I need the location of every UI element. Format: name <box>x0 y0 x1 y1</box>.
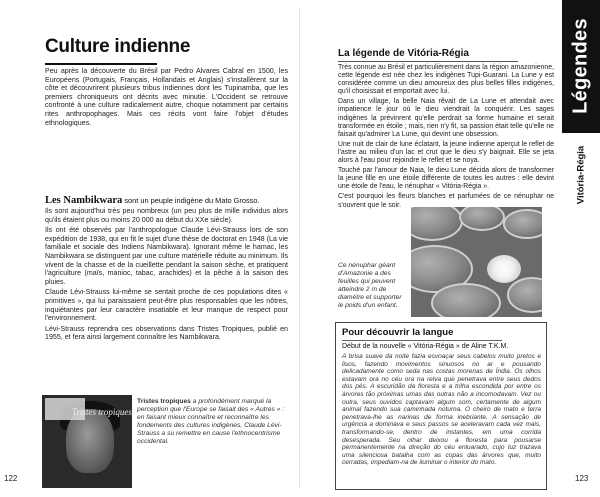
intro-text: Peu après la découverte du Brésil par Pedro Alvares Cabral en 1500, les Européens (Portugais, Français, Hollandais et Anglais) s'installèrent sur la côte et découvrirent plusieurs tribus indiennes dont les Tupinamba, que les premiers chroniqueurs ont décrits avec minutie. L'Occident se retrouve confronté à une culture radicalement autre, choque notamment par certains rites anthropophages. Mais ces récits vont faire l'objet d'études ethnologiques. <box>45 67 288 127</box>
chapter-sidebar <box>562 0 600 497</box>
language-box-title: Pour découvrir la langue <box>342 327 454 338</box>
language-box-text: A brisa suave da noite fazia esvoaçar seus cabelos muito pretos e lisos, fazendo movimentos sinuosos no ar e pousando delicadamente como seda nas costas morenas de Índia. Os olhos estavam ora no céu ora na relva que penetrava entre seus dedos dos pés. A escuridão da floresta e a trilha escondida por entre os árvores tão próximas umas das outras não a incomodavam. Vez ou outra, seus ouvidos captavam algum som, certamente de algum animal fazendo sua caminhada noturna. O cheiro de mato e terra penetrava-lhe as narinas de forma inebriante. A sensação de urgência a dominava e seus passos se aceleravam cada vez mais, transformando-se, dentro de instantes, em uma corrida desesperada. Seu olhar deixou a floresta para pousarse permanentemente na direção do céu enluarado, cujo luz trazava uma silenciosa batalha com as copas das árvores que, muito cerradas, impediam-na de iluminar o interior do mato. <box>342 353 541 467</box>
language-box-rule <box>342 340 502 341</box>
caption-lead: Tristes tropiques <box>137 398 191 405</box>
chapter-subtitle: Vitória-Régia <box>575 145 587 205</box>
nambikwara-p1: Ils sont aujourd'hui très peu nombreux (un peu plus de mille individus alors qu'ils étaient plus ou moins 20 000 au début du XXe siècle). <box>45 207 288 224</box>
legend-p3: Une nuit de clair de lune éclatant, la jeune indienne aperçut le reflet de l'astre au milieu d'un lac et crut que le dieu s'y baignait. Elle se jeta alors à l'eau pour rejoindre le reflet et se noya. <box>338 140 554 165</box>
nambikwara-p2: Ils ont été observés par l'anthropologue Claude Lévi-Strauss lors de son expédition de 1938, qui en fit le sujet d'une thèse de doctorat en 1948 (La vie familiale et sociale des Indiens Nambikwara). Ignorant même le hamac, les Nambikwara se distinguent par une culture matérielle réduite au minimum. Ils vivent de la chasse et de la cueillette pendant la saison sèche, et pratiquent l'agriculture (maïs, manioc, tabac, arachides) et la pêche à la saison des pluies. <box>45 226 288 286</box>
left-page-title: Culture indienne <box>45 36 191 57</box>
nambikwara-p3: Claude Lévi-Strauss lui-même se sentait proche de ces populations dites « primitives », qui lui paraissaient peut-être plus responsables que les nôtres, inquiétantes par leur caractère insatiable et leur manque de respect pour l'environnement. <box>45 288 288 323</box>
lily-pad <box>507 277 542 313</box>
page-number-left: 122 <box>4 474 18 483</box>
lily-pad <box>459 207 505 231</box>
language-box-subtitle: Début de la nouvelle « Vitória-Régia » de Aline T.K.M. <box>342 343 509 350</box>
lily-pad <box>431 283 501 317</box>
caption-text: a profondément marqué la perception que l'Europe se faisait des « Autres » : en faisant mieux connaître et reconnaître les fondements des cultures indigènes, Claude Lévi-Strauss a su remettre en cause l'ethnocentrisme occidental. <box>137 398 285 445</box>
legend-p4: Touché par l'amour de Naia, le dieu Lune décida alors de transformer la jeune fille en une étoile différente de toutes les autres : elle devint une étoile de l'eau, le nénuphar « Vitória-Régia ». <box>338 167 554 191</box>
lily-pad <box>503 209 542 239</box>
chapter-band <box>562 0 600 133</box>
chapter-title: Légendes <box>569 18 592 114</box>
lily-pad <box>411 207 463 241</box>
left-photo-caption <box>137 398 287 446</box>
language-box <box>335 322 547 490</box>
legend-title-rule <box>338 61 518 62</box>
nambikwara-p4: Lévi-Strauss reprendra ces observations dans Tristes Tropiques, publié en 1955, et fera ainsi largement connaître les Nambikwara. <box>45 324 288 342</box>
legend-p1: Très connue au Brésil et particulièrement dans la région amazonienne, cette légende est née chez les indigènes Tupi-Guarani. La Lune y est considérée comme un dieu amoureux des plus belles filles indigènes, qu'il choisissait et emportait avec lui. <box>338 64 554 96</box>
page-number-right: 123 <box>575 474 589 483</box>
nambikwara-heading <box>45 195 288 206</box>
lily-flower <box>487 255 521 283</box>
photo-cover-text: Tristes tropiques <box>72 407 132 417</box>
legend-p5: C'est pourquoi les fleurs blanches et parfumées de ce nénuphar ne s'ouvrent que le soir. <box>338 193 554 209</box>
legend-p2: Dans un village, la belle Naia rêvait de La Lune et attendait avec impatience le jour où le dieu viendrait la conquérir. Les sages indigènes la prévinrent qu'elle perdrait sa forme humaine et serait transformée en étoile ; mais, rien n'y fit, sa passion était telle qu'elle ne faisait qu'admirer La Lune, qui devint une obsession. <box>338 98 554 138</box>
water-lily-caption: Ce nénuphar géant d'Amazonie a des feuilles qui peuvent atteindre 2 m de diamètre et supporter le poids d'un enfant. <box>338 262 402 309</box>
tristes-tropiques-cover-photo <box>42 395 132 488</box>
intro-paragraph <box>45 67 288 129</box>
nambikwara-heading-rest: sont un peuple indigène du Mato Grosso. <box>124 196 260 205</box>
title-underline <box>45 63 157 65</box>
legend-text <box>338 64 554 212</box>
nambikwara-text <box>45 207 288 344</box>
water-lily-photo <box>411 207 542 317</box>
legend-title: La légende de Vitória-Régia <box>338 48 469 59</box>
nambikwara-name: Les Nambikwara <box>45 195 123 206</box>
